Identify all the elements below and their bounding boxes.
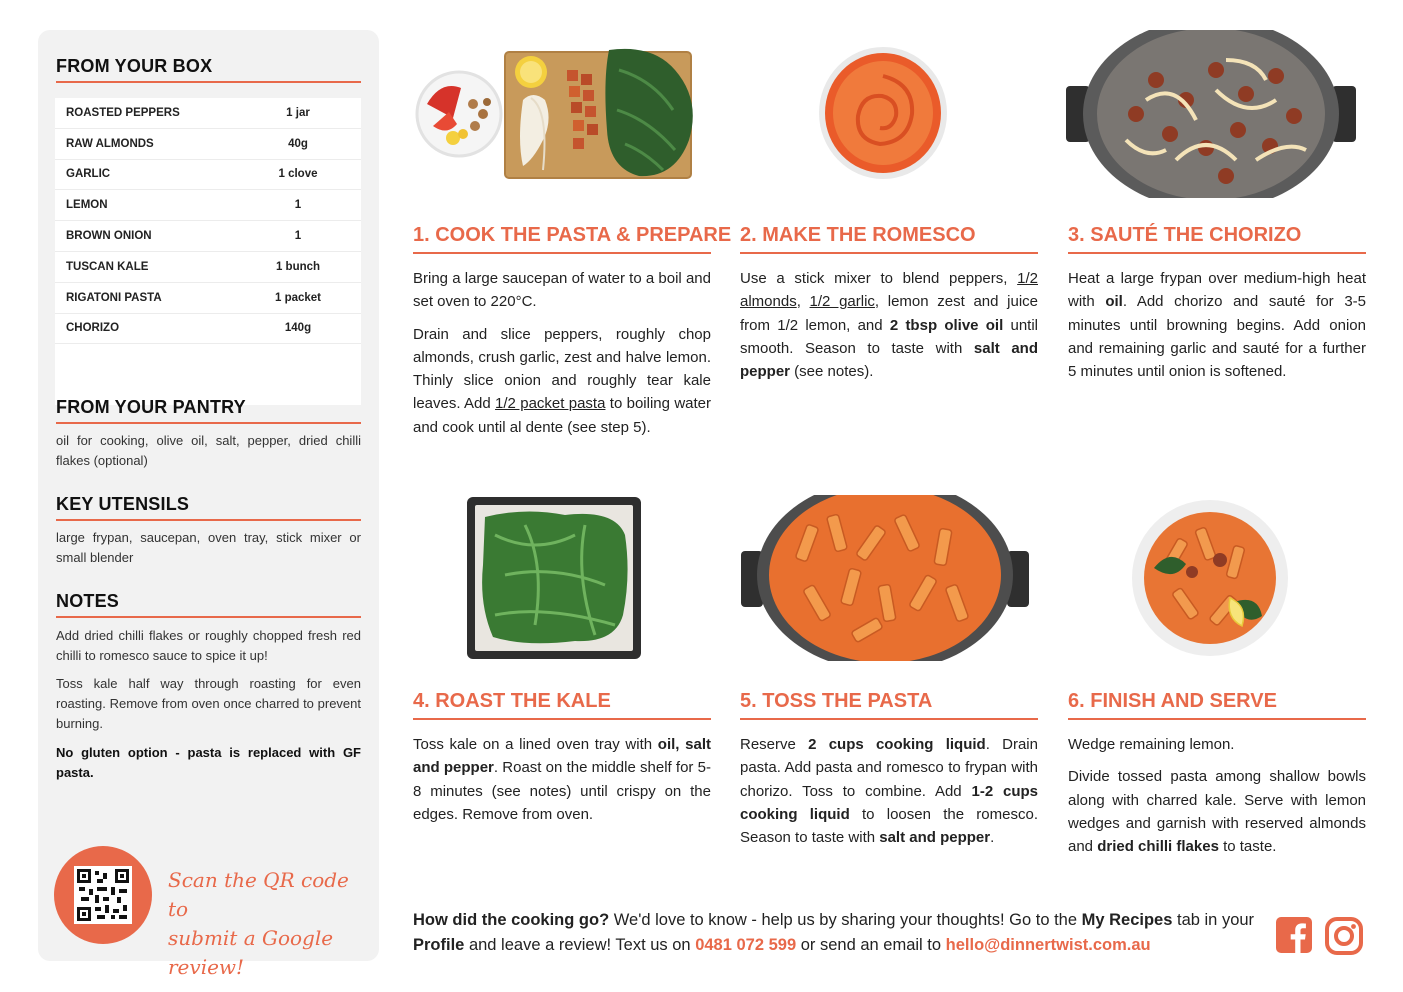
step-5-text: Reserve (740, 736, 809, 753)
step-5-bold: 2 cups cooking liquid (808, 736, 986, 753)
step-5-text: . (990, 829, 995, 847)
ingredients-table (55, 98, 361, 405)
step-3-image (1066, 30, 1356, 198)
qr-badge[interactable] (54, 846, 152, 944)
step-2-bold: 2 tbsp olive oil (889, 316, 1004, 334)
note-2: Toss kale half way through roasting for even roasting. Remove from oven once charred to prevent burning. (56, 676, 361, 731)
step-6-text: Divide tossed pasta among shallow bowls along with charred kale. Serve with lemon wedges and garnish with reserved almonds and (1068, 768, 1366, 856)
step-6-bold: dried chilli flakes (1097, 838, 1219, 856)
table-row (55, 98, 361, 129)
step-6-para-2 (1068, 765, 1366, 858)
step-2-body (740, 267, 1038, 392)
step-6-body (1068, 733, 1366, 867)
utensils-title: KEY UTENSILS (56, 494, 361, 521)
table-row (55, 221, 361, 252)
table-row (55, 160, 361, 191)
table-row (55, 190, 361, 221)
step-1-body (413, 267, 711, 448)
pantry-text: oil for cooking, olive oil, salt, pepper, dried chilli flakes (optional) (56, 433, 361, 468)
ingredient-name: BROWN ONION (66, 230, 152, 243)
step-3-bold: oil (1105, 293, 1123, 311)
step-3-title: 3. SAUTÉ THE CHORIZO (1068, 224, 1366, 254)
table-row (55, 314, 361, 345)
step-2-text: (see notes). (790, 363, 874, 381)
ingredient-name: LEMON (66, 199, 108, 212)
step-5-bold: 1-2 cups cooking liquid (740, 782, 1039, 823)
step-2-image (816, 44, 950, 182)
ingredient-qty: 140g (284, 322, 312, 335)
email-link[interactable]: hello@dinnertwist.com.au (945, 936, 1151, 954)
footer-text: We'd love to know - help us by sharing your thoughts! Go to the (609, 911, 1082, 929)
step-5-body (740, 733, 1038, 858)
qr-caption (168, 866, 368, 982)
ingredient-name: RIGATONI PASTA (66, 291, 162, 304)
step-1-para-2 (413, 323, 711, 439)
feedback-footer (413, 908, 1263, 958)
ingredient-qty: 1 packet (274, 291, 322, 304)
step-1-image (413, 40, 703, 190)
step-1-underline: 1/2 packet pasta (495, 395, 606, 413)
step-4-text: . Roast on the middle shelf for 5-8 minutes (see notes) until crispy on the edges. Remove from oven. (413, 759, 711, 823)
step-5-bold: salt and pepper (879, 829, 991, 847)
step-5-text: . Drain pasta. Add pasta and romesco to frypan with chorizo. Toss to combine. Add (740, 736, 1038, 800)
step-2-para-1 (740, 267, 1038, 383)
qr-code-icon[interactable] (74, 866, 132, 924)
step-2-text: , (796, 293, 810, 311)
instagram-icon[interactable] (1325, 917, 1363, 960)
step-6-title: 6. FINISH AND SERVE (1068, 690, 1366, 720)
qr-caption-line-1: Scan the QR code to (168, 868, 349, 921)
ingredient-name: TUSCAN KALE (66, 260, 149, 273)
step-1-para-1: Bring a large saucepan of water to a boil and set oven to 220°C. (413, 270, 711, 311)
step-4-para-1 (413, 733, 711, 826)
qr-caption-line-2: submit a Google review! (168, 926, 334, 979)
step-2-underline: 1/2 almonds (740, 270, 1038, 311)
ingredient-qty: 1 bunch (275, 260, 321, 273)
step-5-text: to loosen the romesco. Season to taste with (740, 805, 1038, 847)
step-1-text: Drain and slice peppers, roughly chop almonds, crush garlic, zest and halve lemon. Thinly slice onion and roughly tear kale leaves. Add (413, 325, 711, 413)
phone-link[interactable]: 0481 072 599 (695, 936, 797, 954)
step-1-text: to boiling water and cook until al dente (see step 5). (413, 395, 711, 436)
footer-text: tab in your (1172, 911, 1255, 929)
footer-bold: Profile (413, 936, 465, 954)
footer-text: or send an email to (796, 936, 946, 954)
notes-title: NOTES (56, 591, 361, 618)
table-row (55, 129, 361, 160)
ingredients-sidebar (38, 30, 379, 979)
footer-bold: My Recipes (1081, 911, 1173, 929)
utensils-text: large frypan, saucepan, oven tray, stick mixer or small blender (56, 530, 361, 565)
pantry-title: FROM YOUR PANTRY (56, 397, 361, 424)
step-4-title: 4. ROAST THE KALE (413, 690, 711, 720)
step-2-title: 2. MAKE THE ROMESCO (740, 224, 1038, 254)
note-3: No gluten option - pasta is replaced with GF pasta. (56, 745, 361, 780)
step-3-para-1 (1068, 267, 1366, 383)
step-1-title: 1. COOK THE PASTA & PREPARE (413, 224, 711, 254)
ingredient-name: CHORIZO (66, 322, 120, 335)
step-2-underline: 1/2 garlic (809, 293, 875, 311)
facebook-icon[interactable] (1276, 917, 1312, 958)
ingredient-name: ROASTED PEPPERS (66, 106, 180, 119)
step-5-para-1 (740, 733, 1038, 849)
step-3-text: Heat a large frypan over medium-high heat with (1068, 270, 1366, 311)
footer-text: and leave a review! Text us on (464, 936, 696, 954)
step-2-text: until smooth. Season to taste with (740, 316, 1039, 357)
step-6-image (1130, 498, 1290, 658)
step-5-image (741, 495, 1029, 661)
ingredient-name: GARLIC (66, 168, 111, 181)
step-2-bold: salt and pepper (740, 339, 1038, 381)
step-4-bold: oil, salt and pepper (413, 736, 711, 777)
step-3-text: . Add chorizo and sauté for 3-5 minutes until browning begins. Add onion and remaining garlic and sauté for a further 5 minutes until onion is softened. (1068, 293, 1367, 381)
step-2-text: Use a stick mixer to blend peppers, (740, 270, 1018, 287)
footer-bold: How did the cooking go? (413, 911, 610, 929)
step-4-image (465, 495, 643, 661)
table-row (55, 252, 361, 283)
ingredient-qty: 1 (294, 199, 302, 212)
ingredient-qty: 1 (294, 230, 302, 243)
step-6-text: to taste. (1218, 838, 1277, 856)
step-2-text: , lemon zest and juice from 1/2 lemon, and (740, 293, 1038, 334)
ingredient-qty: 1 jar (286, 106, 310, 119)
step-5-title: 5. TOSS THE PASTA (740, 690, 1038, 720)
box-title: FROM YOUR BOX (56, 56, 361, 83)
ingredient-name: RAW ALMONDS (66, 137, 154, 150)
note-1: Add dried chilli flakes or roughly chopped fresh red chilli to romesco sauce to spice it up! (56, 628, 361, 663)
table-row (55, 283, 361, 314)
step-4-text: Toss kale on a lined oven tray with (413, 736, 658, 753)
ingredient-qty: 40g (288, 137, 308, 150)
step-3-body (1068, 267, 1366, 392)
step-4-body (413, 733, 711, 835)
step-6-para-1: Wedge remaining lemon. (1068, 736, 1235, 753)
ingredient-qty: 1 clove (278, 168, 318, 181)
